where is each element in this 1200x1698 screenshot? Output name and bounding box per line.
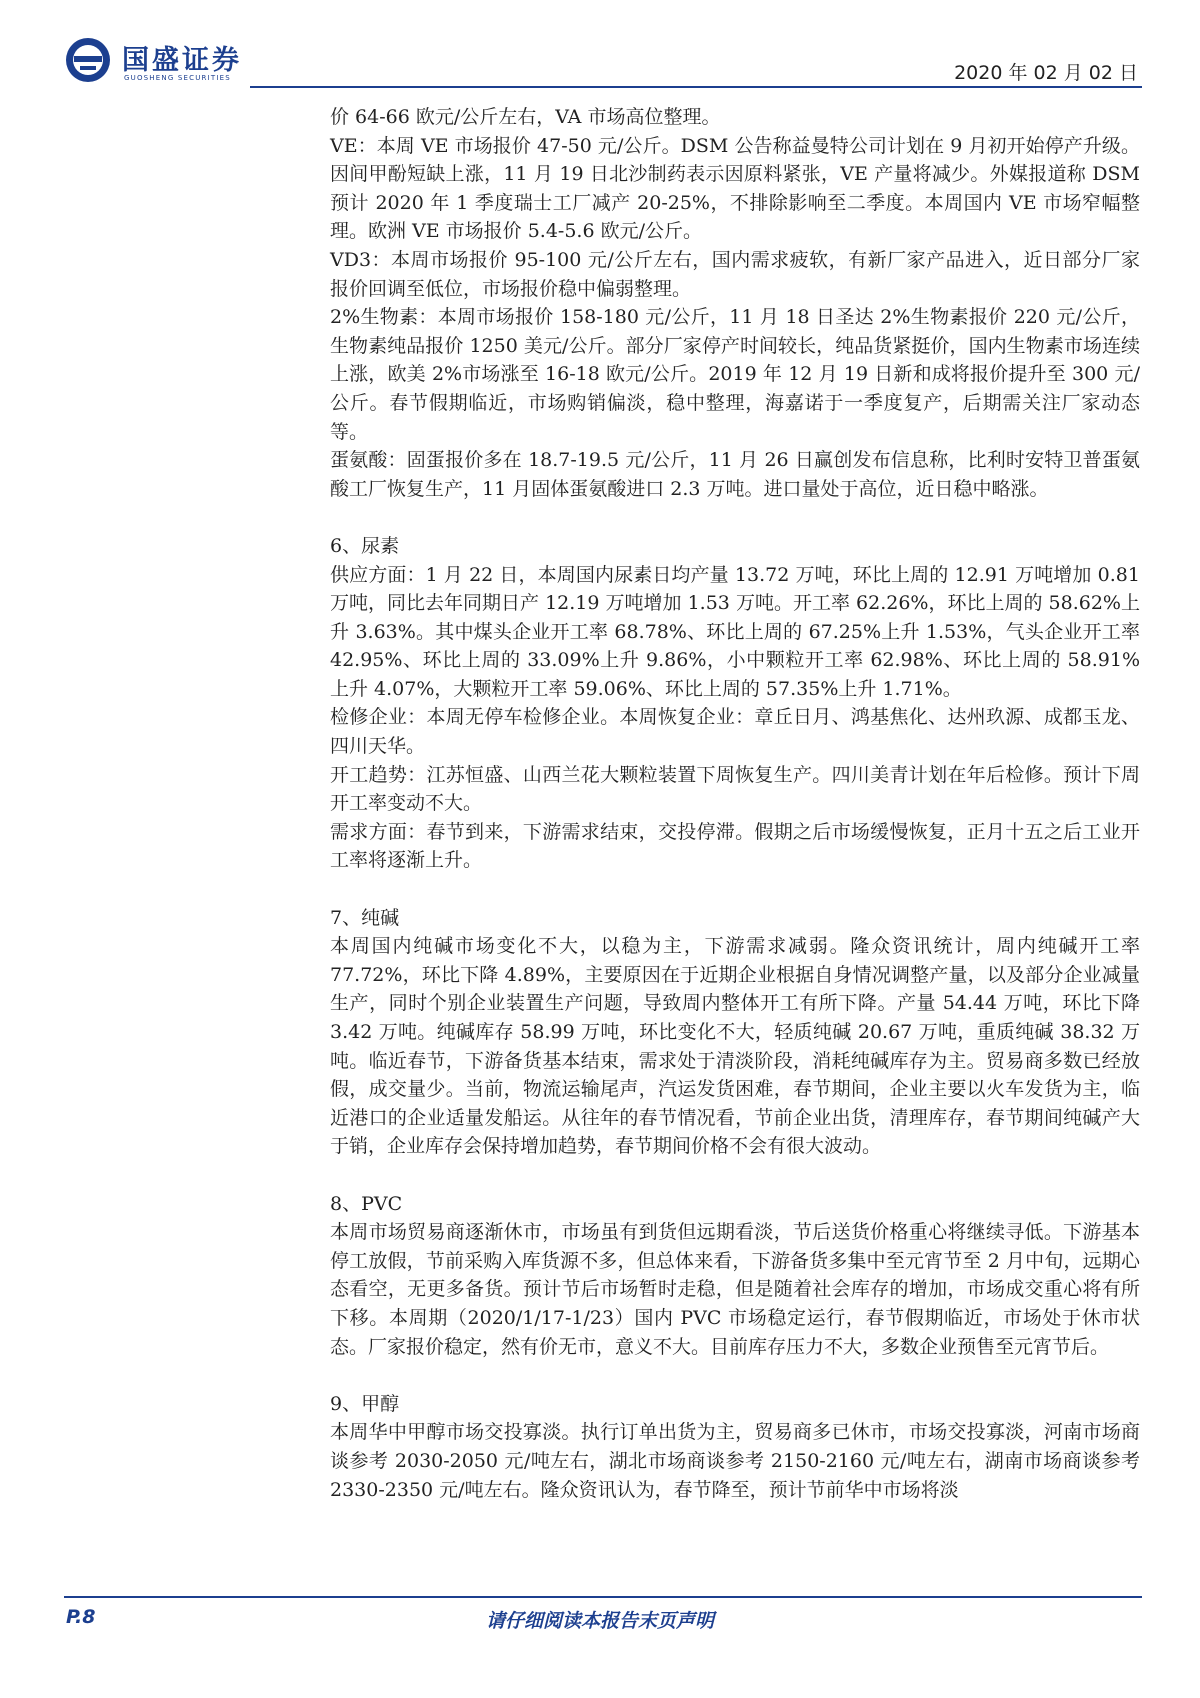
report-date: 2020 年 02 月 02 日 xyxy=(954,62,1138,84)
paragraph-methanol: 本周华中甲醇市场交投寡淡。执行订单出货为主，贸易商多已休市，市场交投寡淡，河南市场商谈参考 2030-2050 元/吨左右，湖北市场商谈参考 2150-2160 元/吨左右，湖南市场商谈参考 2330-2350 元/吨左右。隆众资讯认为，春节降至，预计节前华中市场将淡 xyxy=(330,1421,1140,1501)
section-title-methanol: 9、甲醇 xyxy=(330,1392,400,1415)
report-body xyxy=(330,103,1140,1504)
section-gap xyxy=(330,875,1140,904)
paragraph-pvc: 本周市场贸易商逐渐休市，市场虽有到货但远期看淡，节后送货价格重心将继续寻低。下游基本停工放假，节前采购入库货源不多，但总体来看，下游备货多集中至元宵节至 2 月中旬，远期心态看空，无更多备货。预计节后市场暂时走稳，但是随着社会库存的增加，市场成交重心将有所下移。本周期（2020/1/17-1/23）国内 PVC 市场稳定运行，春节假期临近，市场处于休市状态。厂家报价稳定，然有价无市，意义不大。目前库存压力不大，多数企业预售至元宵节后。 xyxy=(330,1221,1140,1358)
header-divider xyxy=(250,86,1142,88)
company-logo-icon xyxy=(64,36,112,84)
page-header xyxy=(64,28,1142,90)
paragraph-va-tail: 价 64-66 欧元/公斤左右，VA 市场高位整理。 xyxy=(330,106,721,128)
page-number: P.8 xyxy=(66,1606,96,1628)
logo-text: 国盛证券 xyxy=(122,45,242,76)
paragraph-urea-trend: 开工趋势：江苏恒盛、山西兰花大颗粒装置下周恢复生产。四川美青计划在年后检修。预计下周开工率变动不大。 xyxy=(330,763,1140,815)
paragraph-soda-ash: 本周国内纯碱市场变化不大，以稳为主，下游需求减弱。隆众资讯统计，周内纯碱开工率 77.72%，环比下降 4.89%，主要原因在于近期企业根据自身情况调整产量，以及部分企业减量生产，同时个别企业装置生产问题，导致周内整体开工有所下降。产量 54.44 万吨，环比下降 3.42 万吨。纯碱库存 58.99 万吨，环比变化不大，轻质纯碱 20.67 万吨，重质纯碱 38.32 万吨。临近春节，下游备货基本结束，需求处于清淡阶段，消耗纯碱库存为主。贸易商多数已经放假，成交量少。当前，物流运输尾声，汽运发货困难，春节期间，企业主要以火车发货为主，临近港口的企业适量发船运。从往年的春节情况看，节前企业出货，清理库存，春节期间纯碱产大于销，企业库存会保持增加趋势，春节期间价格不会有很大波动。 xyxy=(330,935,1140,1158)
paragraph-ve: VE：本周 VE 市场报价 47-50 元/公斤。DSM 公告称益曼特公司计划在 9 月初开始停产升级。因间甲酚短缺上涨，11 月 19 日北沙制药表示因原料紧张，VE 产量将减少。外媒报道称 DSM 预计 2020 年 1 季度瑞士工厂减产 20-25%，不排除影响至二季度。本周国内 VE 市场窄幅整理。欧洲 VE 市场报价 5.4-5.6 欧元/公斤。 xyxy=(330,134,1140,243)
section-title-pvc: 8、PVC xyxy=(330,1192,403,1215)
section-gap xyxy=(330,1161,1140,1190)
section-gap xyxy=(330,503,1140,532)
paragraph-urea-supply: 供应方面：1 月 22 日，本周国内尿素日均产量 13.72 万吨，环比上周的 12.91 万吨增加 0.81 万吨，同比去年同期日产 12.19 万吨增加 1.53 万吨。开工率 62.26%，环比上周的 58.62%上升 3.63%。其中煤头企业开工率 68.78%、环比上周的 67.25%上升 1.53%，气头企业开工率 42.95%、环比上周的 33.09%上升 9.86%，小中颗粒开工率 62.98%、环比上周的 58.91%上升 4.07%，大颗粒开工率 59.06%、环比上周的 57.35%上升 1.71%。 xyxy=(330,563,1140,700)
paragraph-urea-demand: 需求方面：春节到来，下游需求结束，交投停滞。假期之后市场缓慢恢复，正月十五之后工业开工率将逐渐上升。 xyxy=(330,820,1140,872)
paragraph-urea-maintenance: 检修企业：本周无停车检修企业。本周恢复企业：章丘日月、鸿基焦化、达州玖源、成都玉龙、四川天华。 xyxy=(330,706,1140,758)
section-gap xyxy=(330,1361,1140,1390)
section-title-urea: 6、尿素 xyxy=(330,534,400,557)
paragraph-vd3: VD3：本周市场报价 95-100 元/公斤左右，国内需求疲软，有新厂家产品进入，近日部分厂家报价回调至低位，市场报价稳中偏弱整理。 xyxy=(330,248,1140,300)
section-title-soda-ash: 7、纯碱 xyxy=(330,906,400,929)
logo-subtitle: GUOSHENG SECURITIES xyxy=(124,74,231,82)
paragraph-biotin: 2%生物素：本周市场报价 158-180 元/公斤，11 月 18 日圣达 2%生物素报价 220 元/公斤，生物素纯品报价 1250 美元/公斤。部分厂家停产时间较长，纯品货紧挺价，国内生物素市场连续上涨，欧美 2%市场涨至 16-18 欧元/公斤。2019 年 12 月 19 日新和成将报价提升至 300 元/公斤。春节假期临近，市场购销偏淡，稳中整理，海嘉诺于一季度复产，后期需关注厂家动态等。 xyxy=(330,306,1140,443)
paragraph-methionine: 蛋氨酸：固蛋报价多在 18.7-19.5 元/公斤，11 月 26 日赢创发布信息称，比利时安特卫普蛋氨酸工厂恢复生产，11 月固体蛋氨酸进口 2.3 万吨。进口量处于高位，近日稳中略涨。 xyxy=(330,449,1140,500)
disclaimer-note: 请仔细阅读本报告末页声明 xyxy=(485,1610,714,1632)
footer-divider xyxy=(64,1596,1142,1598)
